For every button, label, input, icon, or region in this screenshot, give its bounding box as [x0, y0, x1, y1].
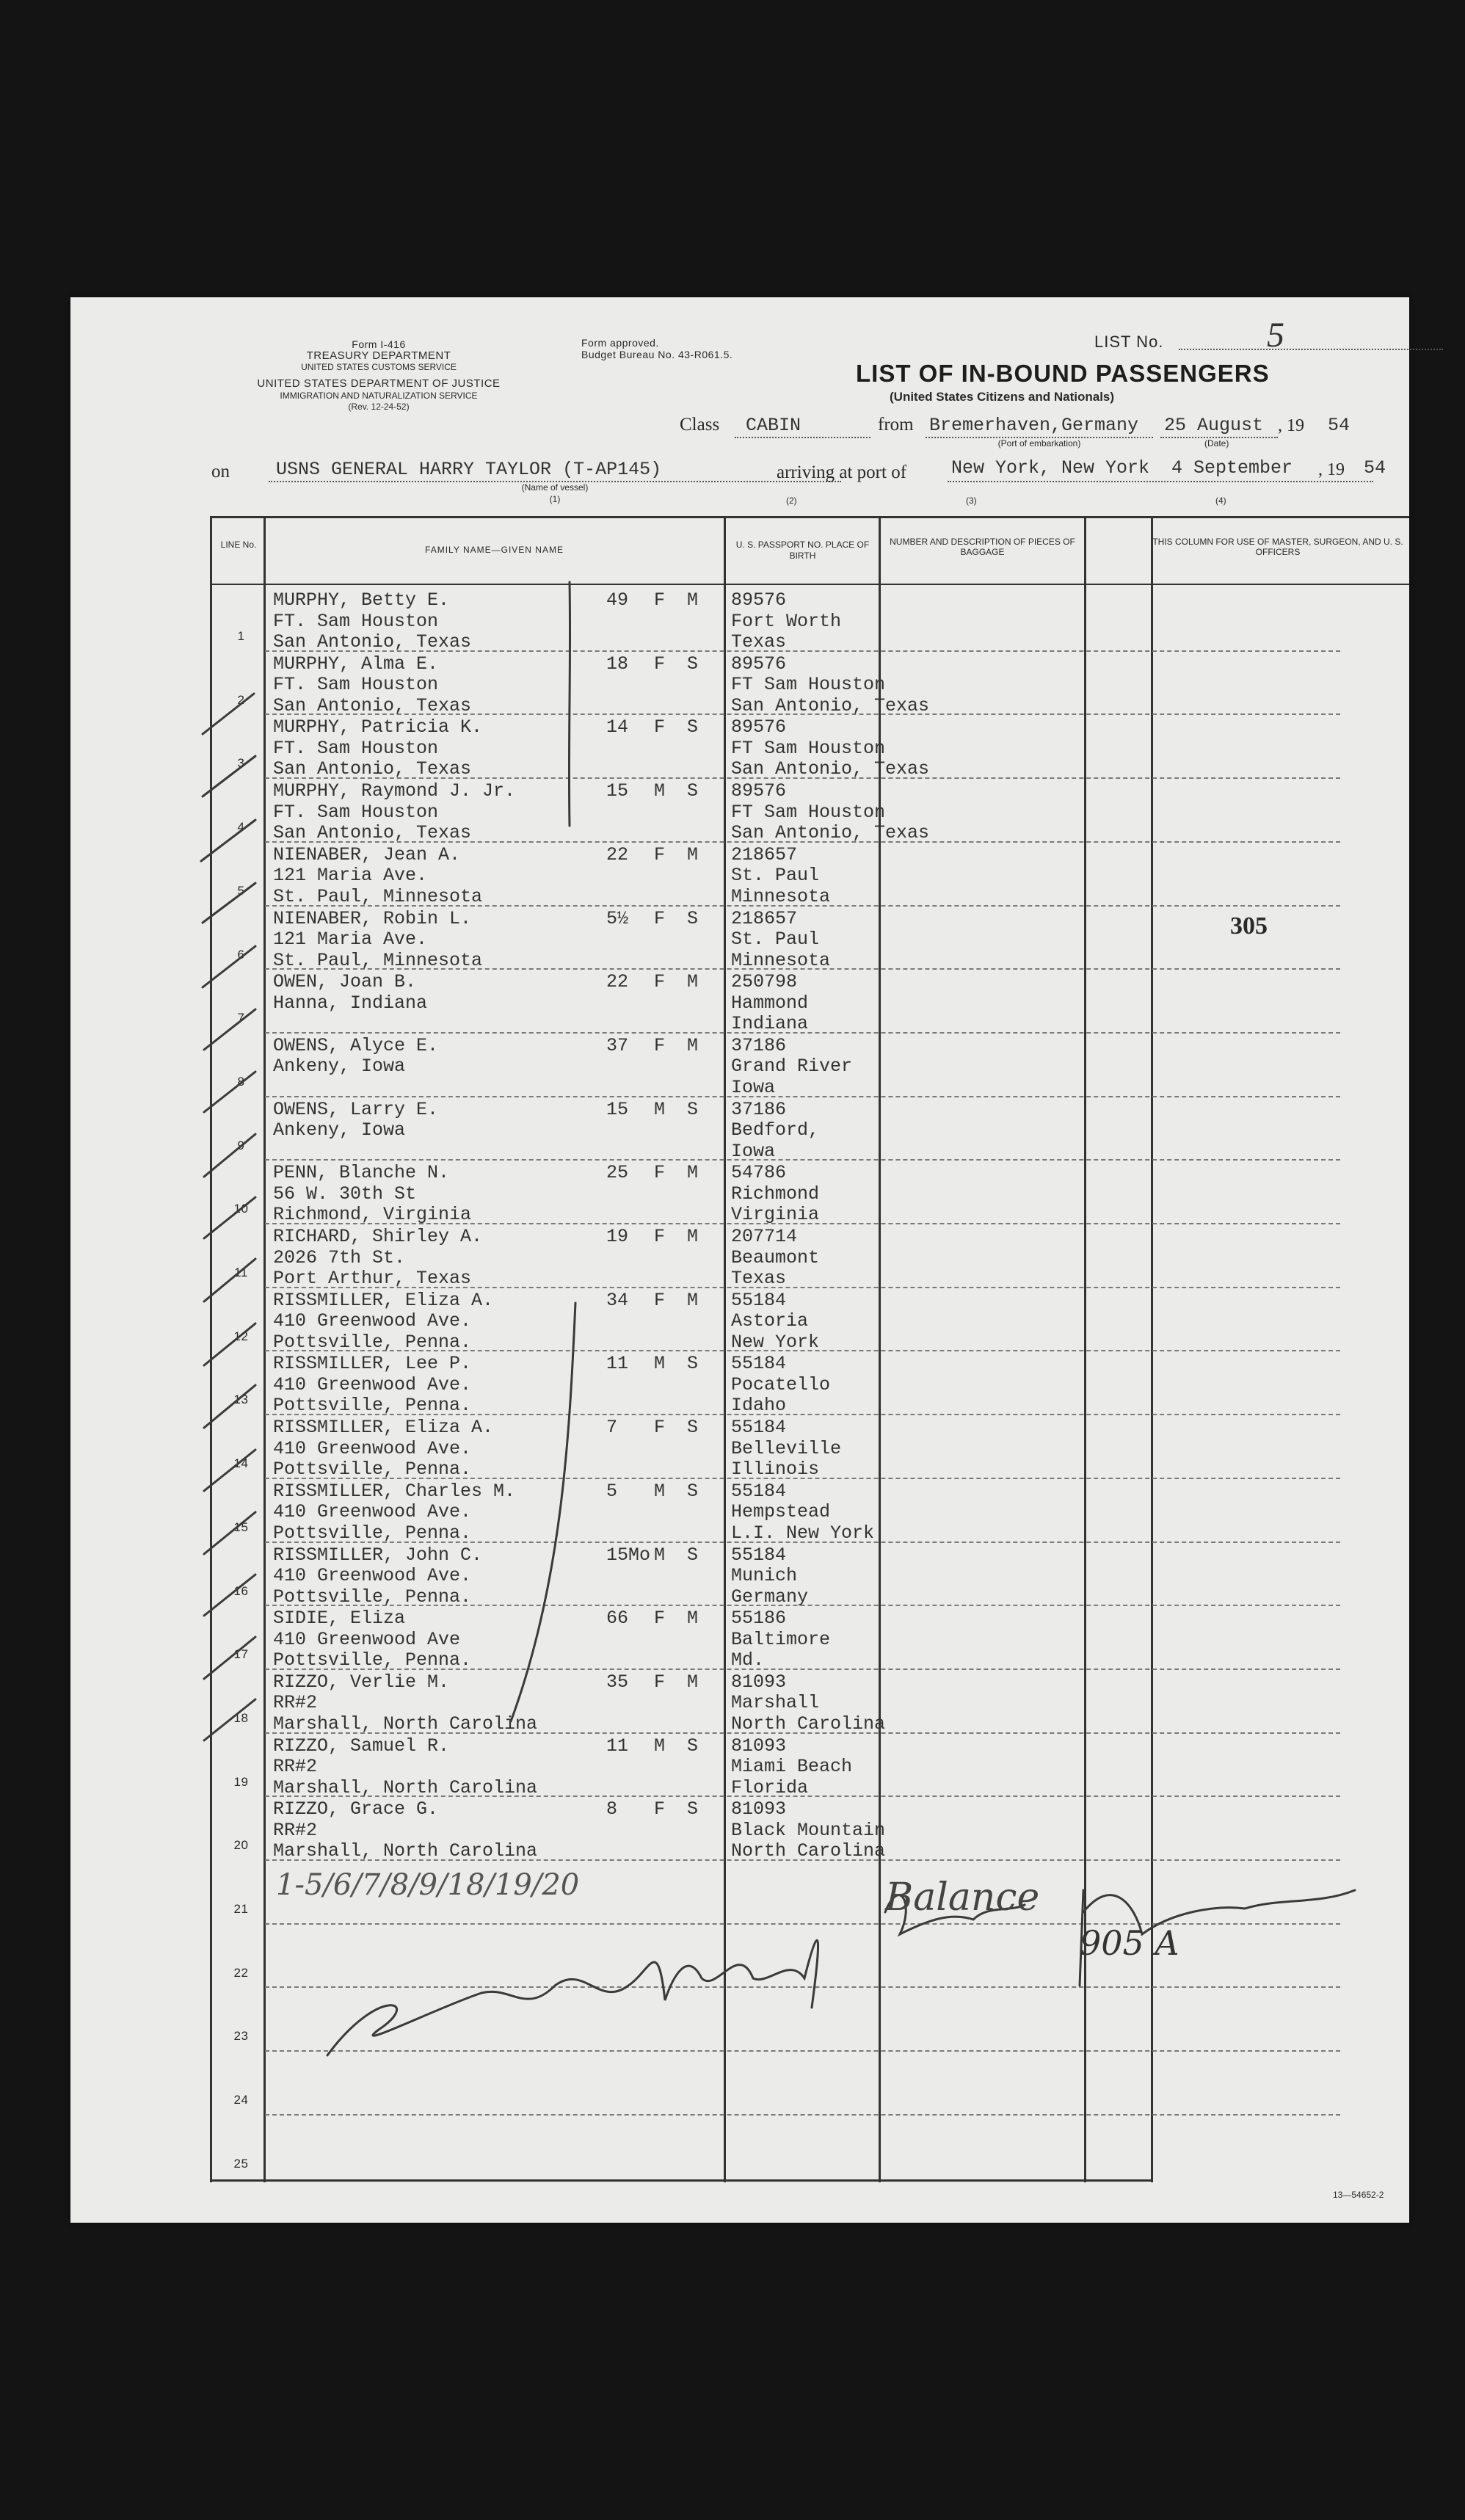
passenger-addr1: RR#2 [273, 1756, 318, 1778]
passenger-passport: 55184 [731, 1480, 787, 1502]
class-label: Class [680, 415, 720, 435]
passenger-age: 7 [606, 1417, 618, 1439]
passenger-age: 35 [606, 1671, 629, 1693]
passenger-sex: M [654, 1735, 666, 1757]
passenger-addr2: San Antonio, Texas [273, 822, 472, 844]
dept-treasury: TREASURY DEPARTMENT [306, 349, 451, 362]
dept-ins: IMMIGRATION AND NATURALIZATION SERVICE [280, 391, 478, 401]
passenger-addr2: Pottsville, Penna. [273, 1331, 472, 1353]
passenger-name: MURPHY, Raymond J. Jr. [273, 780, 516, 802]
passenger-passport: 55184 [731, 1289, 787, 1311]
list-no-value: 5 [1267, 316, 1284, 355]
passenger-passport: 218657 [731, 907, 798, 929]
passenger-addr1: 121 Maria Ave. [273, 865, 428, 887]
passenger-passport: 37186 [731, 1098, 787, 1120]
dept-justice: UNITED STATES DEPARTMENT OF JUSTICE [257, 377, 501, 390]
line-number: 22 [233, 1965, 249, 1980]
vessel-name: USNS GENERAL HARRY TAYLOR (T-AP145) [276, 459, 662, 480]
passenger-ms: M [687, 1034, 699, 1056]
passenger-addr1: 410 Greenwood Ave. [273, 1373, 472, 1395]
passenger-addr1: 410 Greenwood Ave. [273, 1501, 472, 1523]
passenger-addr2: St. Paul, Minnesota [273, 949, 483, 971]
passenger-sex: F [654, 589, 666, 611]
row-divider [265, 1159, 1340, 1161]
passenger-birth1: Baltimore [731, 1628, 831, 1650]
passenger-age: 8 [606, 1798, 618, 1820]
passenger-passport: 81093 [731, 1798, 787, 1820]
passenger-birth2: Texas [731, 631, 787, 653]
passenger-birth2: Indiana [731, 1013, 809, 1035]
header-bottom [210, 584, 1409, 585]
dept-customs: UNITED STATES CUSTOMS SERVICE [301, 362, 457, 372]
passenger-sex: F [654, 843, 666, 865]
passenger-ms: S [687, 1417, 699, 1439]
passenger-birth2: Iowa [731, 1140, 776, 1162]
passenger-addr2: Richmond, Virginia [273, 1204, 472, 1226]
passenger-birth2: Germany [731, 1586, 809, 1608]
passenger-addr1: 56 W. 30th St [273, 1183, 417, 1205]
passenger-birth2: Minnesota [731, 949, 831, 971]
passenger-ms: S [687, 1798, 699, 1820]
passenger-birth2: Virginia [731, 1204, 820, 1226]
passenger-birth2: Md. [731, 1649, 765, 1671]
passenger-ms: S [687, 653, 699, 675]
row-divider [265, 1986, 1340, 1988]
passenger-age: 5 [606, 1480, 618, 1502]
embarkation-year: 54 [1328, 415, 1351, 436]
passenger-name: MURPHY, Patricia K. [273, 716, 483, 738]
passenger-birth2: Minnesota [731, 885, 831, 907]
arrival-sep: , 19 [1318, 460, 1345, 479]
line-number: 1 [237, 629, 245, 643]
passenger-name: RIZZO, Verlie M. [273, 1671, 450, 1693]
date-sep: , 19 [1278, 416, 1304, 435]
header-name: FAMILY NAME—GIVEN NAME [425, 545, 564, 555]
passenger-addr1: 410 Greenwood Ave [273, 1628, 461, 1650]
passenger-age: 66 [606, 1608, 629, 1630]
passenger-birth1: FT Sam Houston [731, 737, 886, 759]
line-number: 13 [233, 1392, 249, 1407]
embarkation-date: 25 August [1164, 415, 1264, 436]
passenger-sex: M [654, 1544, 666, 1566]
passenger-birth2: San Antonio, Texas [731, 822, 930, 844]
passenger-ms: M [687, 589, 699, 611]
passenger-passport: 89576 [731, 653, 787, 675]
passenger-age: 15 [606, 1098, 629, 1120]
passenger-sex: F [654, 1608, 666, 1630]
line-number: 4 [237, 820, 245, 835]
arrival-year: 54 [1364, 457, 1386, 479]
passenger-passport: 89576 [731, 780, 787, 802]
passenger-age: 18 [606, 653, 629, 675]
passenger-addr1: FT. Sam Houston [273, 801, 439, 823]
passenger-birth1: Astoria [731, 1310, 809, 1332]
line-number: 18 [233, 1710, 249, 1725]
passenger-birth1: St. Paul [731, 865, 820, 887]
passenger-sex: M [654, 1098, 666, 1120]
passenger-addr2: Pottsville, Penna. [273, 1586, 472, 1608]
passenger-addr1: RR#2 [273, 1819, 318, 1841]
passenger-name: RISSMILLER, John C. [273, 1544, 483, 1566]
line-number: 6 [237, 947, 245, 962]
passenger-birth1: Bedford, [731, 1119, 820, 1141]
passenger-addr2: St. Paul, Minnesota [273, 885, 483, 907]
from-label: from [878, 415, 914, 435]
handwritten-line-refs: 1-5/6/7/8/9/18/19/20 [276, 1868, 580, 1902]
row-divider [265, 2050, 1340, 2052]
passenger-addr2: Marshall, North Carolina [273, 1713, 538, 1735]
passenger-birth1: Hammond [731, 992, 809, 1014]
passenger-passport: 207714 [731, 1226, 798, 1247]
passenger-sex: F [654, 1034, 666, 1056]
passenger-age: 49 [606, 589, 629, 611]
class-line [735, 437, 870, 438]
passenger-birth2: Idaho [731, 1395, 787, 1417]
passenger-age: 37 [606, 1034, 629, 1056]
row-divider [265, 1096, 1340, 1097]
col-num-4: (4) [1215, 495, 1226, 506]
header-officers: THIS COLUMN FOR USE OF MASTER, SURGEON, AND U. S. OFFICERS [1152, 537, 1403, 557]
passenger-birth1: Munich [731, 1565, 798, 1586]
passenger-name: OWENS, Alyce E. [273, 1034, 439, 1056]
passenger-age: 11 [606, 1353, 629, 1375]
passenger-addr2: Marshall, North Carolina [273, 1840, 538, 1862]
passenger-name: SIDIE, Eliza [273, 1608, 406, 1630]
passenger-addr1: FT. Sam Houston [273, 610, 439, 632]
table-top [210, 516, 1409, 518]
header-baggage: NUMBER AND DESCRIPTION OF PIECES OF BAGGAGE [890, 537, 1075, 557]
passenger-addr2: Pottsville, Penna. [273, 1522, 472, 1544]
passenger-addr1: 410 Greenwood Ave. [273, 1565, 472, 1586]
passenger-addr1: 2026 7th St. [273, 1246, 406, 1268]
passenger-birth2: North Carolina [731, 1840, 886, 1862]
port-caption: (Port of embarkation) [997, 438, 1081, 449]
line-number: 7 [237, 1011, 245, 1025]
embarkation-port: Bremerhaven,Germany [929, 415, 1139, 436]
footer-code: 13—54652-2 [1333, 2190, 1384, 2200]
table-left-border [210, 516, 212, 2182]
passenger-sex: M [654, 780, 666, 802]
passenger-age: 22 [606, 971, 629, 993]
bracket-murphy [569, 582, 570, 826]
passenger-ms: S [687, 1353, 699, 1375]
passenger-age: 15 [606, 780, 629, 802]
form-revision: (Rev. 12-24-52) [348, 402, 410, 412]
line-number: 5 [237, 883, 245, 898]
passenger-name: PENN, Blanche N. [273, 1162, 450, 1184]
line-number: 9 [237, 1138, 245, 1152]
line-number: 10 [233, 1202, 249, 1216]
line-number: 23 [233, 2029, 249, 2044]
passenger-name: RICHARD, Shirley A. [273, 1226, 483, 1247]
passenger-birth2: North Carolina [731, 1713, 886, 1735]
passenger-age: 5½ [606, 907, 629, 929]
passenger-ms: M [687, 1671, 699, 1693]
bracket-rissmiller [511, 1303, 575, 1721]
passenger-addr1: Hanna, Indiana [273, 992, 428, 1014]
passenger-addr2: San Antonio, Texas [273, 631, 472, 653]
passenger-birth1: Beaumont [731, 1246, 820, 1268]
list-no-line [1179, 349, 1443, 350]
line-number: 24 [233, 2093, 249, 2107]
class-value: CABIN [746, 415, 801, 436]
form-number: Form I-416 [352, 338, 406, 350]
passenger-passport: 81093 [731, 1735, 787, 1757]
header-line-no: LINE No. [220, 540, 257, 550]
passenger-birth2: Florida [731, 1776, 809, 1798]
passenger-name: OWEN, Joan B. [273, 971, 417, 993]
line-number: 19 [233, 1774, 249, 1789]
passenger-name: MURPHY, Betty E. [273, 589, 450, 611]
passenger-age: 22 [606, 843, 629, 865]
on-label: on [211, 462, 230, 482]
passenger-addr2: San Antonio, Texas [273, 758, 472, 780]
passenger-passport: 55184 [731, 1417, 787, 1439]
col-num-3: (3) [966, 495, 977, 506]
passenger-sex: F [654, 1162, 666, 1184]
passenger-addr1: Ankeny, Iowa [273, 1119, 406, 1141]
passenger-passport: 55184 [731, 1544, 787, 1566]
passenger-passport: 54786 [731, 1162, 787, 1184]
passenger-ms: S [687, 1544, 699, 1566]
passenger-birth2: San Antonio, Texas [731, 694, 930, 716]
row-divider [265, 2114, 1340, 2116]
passenger-sex: M [654, 1353, 666, 1375]
page-title: LIST OF IN-BOUND PASSENGERS [856, 360, 1270, 387]
passenger-name: RISSMILLER, Charles M. [273, 1480, 516, 1502]
passenger-birth1: FT Sam Houston [731, 801, 886, 823]
table-bottom [210, 2179, 1153, 2182]
arriving-label: arriving at port of [777, 462, 907, 482]
passenger-birth1: Belleville [731, 1437, 842, 1459]
vessel-caption: (Name of vessel) [521, 482, 589, 493]
line-number: 2 [237, 692, 245, 707]
line-col-border [263, 516, 266, 2182]
signature-scribble [327, 1940, 818, 2055]
passenger-age: 14 [606, 716, 629, 738]
passenger-name: RIZZO, Grace G. [273, 1798, 439, 1820]
passenger-birth1: St. Paul [731, 929, 820, 950]
passenger-name: MURPHY, Alma E. [273, 653, 439, 675]
passenger-sex: F [654, 1671, 666, 1693]
line-number: 12 [233, 1329, 249, 1343]
col-num-2: (2) [786, 495, 797, 506]
passenger-ms: S [687, 716, 699, 738]
passenger-passport: 81093 [731, 1671, 787, 1693]
line-number: 16 [233, 1583, 249, 1598]
passenger-birth1: Richmond [731, 1183, 820, 1205]
officer-number: 305 [1230, 912, 1268, 940]
passenger-addr1: FT. Sam Houston [273, 674, 439, 696]
passenger-name: NIENABER, Jean A. [273, 843, 461, 865]
passenger-addr1: FT. Sam Houston [273, 737, 439, 759]
passenger-passport: 218657 [731, 843, 798, 865]
passenger-passport: 250798 [731, 971, 798, 993]
handwritten-balance: Balance [885, 1876, 1040, 1920]
date-caption: (Date) [1204, 438, 1229, 449]
passenger-sex: F [654, 907, 666, 929]
passenger-name: RIZZO, Samuel R. [273, 1735, 450, 1757]
line-number: 15 [233, 1519, 249, 1534]
passenger-birth1: Pocatello [731, 1373, 831, 1395]
passenger-birth1: Miami Beach [731, 1756, 853, 1778]
passenger-name: NIENABER, Robin L. [273, 907, 472, 929]
passenger-passport: 37186 [731, 1034, 787, 1056]
passenger-age: 11 [606, 1735, 629, 1757]
header-passport: U. S. PASSPORT NO. PLACE OF BIRTH [735, 540, 870, 561]
form-approved: Form approved. [581, 337, 659, 349]
passenger-sex: F [654, 653, 666, 675]
passenger-birth2: Iowa [731, 1076, 776, 1098]
passenger-addr2: Port Arthur, Texas [273, 1268, 472, 1289]
passenger-addr2: Pottsville, Penna. [273, 1459, 472, 1481]
passenger-addr1: 121 Maria Ave. [273, 929, 428, 950]
passenger-ms: S [687, 1098, 699, 1120]
passenger-age: 19 [606, 1226, 629, 1247]
passenger-birth1: Marshall [731, 1692, 820, 1714]
passenger-addr1: 410 Greenwood Ave. [273, 1310, 472, 1332]
passenger-ms: S [687, 780, 699, 802]
line-number: 3 [237, 756, 245, 771]
list-no-label: LIST No. [1094, 333, 1164, 351]
page-subtitle: (United States Citizens and Nationals) [890, 390, 1115, 404]
handwritten-code: 905 A [1080, 1923, 1179, 1963]
passenger-addr1: RR#2 [273, 1692, 318, 1714]
name-col-border [724, 516, 726, 2182]
line-number: 17 [233, 1647, 249, 1662]
passenger-addr2: San Antonio, Texas [273, 694, 472, 716]
line-number: 11 [234, 1266, 248, 1279]
arrival-port: New York, New York [951, 457, 1150, 479]
passenger-ms: M [687, 1289, 699, 1311]
passenger-passport: 89576 [731, 589, 787, 611]
line-number: 14 [233, 1456, 249, 1471]
passenger-age: 25 [606, 1162, 629, 1184]
arrival-date: 4 September [1171, 457, 1293, 479]
passenger-ms: M [687, 843, 699, 865]
line-number: 25 [233, 2156, 249, 2171]
passenger-manifest-page [70, 297, 1409, 2223]
passenger-age: 15Mo [606, 1544, 651, 1566]
passenger-ms: M [687, 971, 699, 993]
passenger-addr2: Pottsville, Penna. [273, 1395, 472, 1417]
passenger-passport: 89576 [731, 716, 787, 738]
passenger-birth1: Hempstead [731, 1501, 831, 1523]
passenger-name: RISSMILLER, Eliza A. [273, 1289, 494, 1311]
passenger-birth2: Texas [731, 1268, 787, 1289]
budget-bureau: Budget Bureau No. 43-R061.5. [581, 349, 733, 360]
passenger-sex: F [654, 1798, 666, 1820]
passenger-passport: 55186 [731, 1608, 787, 1630]
passenger-birth2: Illinois [731, 1459, 820, 1481]
passenger-addr1: Ankeny, Iowa [273, 1056, 406, 1078]
passenger-birth2: L.I. New York [731, 1522, 875, 1544]
passenger-sex: F [654, 971, 666, 993]
passenger-sex: M [654, 1480, 666, 1502]
passenger-addr2: Marshall, North Carolina [273, 1776, 538, 1798]
passenger-ms: S [687, 1480, 699, 1502]
vessel-col-num: (1) [549, 494, 561, 504]
passenger-name: RISSMILLER, Lee P. [273, 1353, 472, 1375]
passenger-ms: M [687, 1226, 699, 1247]
passenger-passport: 55184 [731, 1353, 787, 1375]
passenger-ms: S [687, 1735, 699, 1757]
passenger-birth2: New York [731, 1331, 820, 1353]
passenger-age: 34 [606, 1289, 629, 1311]
passenger-birth1: Fort Worth [731, 610, 842, 632]
line-number: 8 [237, 1074, 245, 1089]
arrival-line [948, 481, 1373, 482]
passenger-name: RISSMILLER, Eliza A. [273, 1417, 494, 1439]
passenger-addr1: 410 Greenwood Ave. [273, 1437, 472, 1459]
passenger-name: OWENS, Larry E. [273, 1098, 439, 1120]
line-number: 21 [233, 1902, 249, 1916]
passenger-sex: F [654, 1417, 666, 1439]
line-number: 20 [233, 1838, 249, 1853]
passenger-sex: F [654, 1226, 666, 1247]
passenger-addr2: Pottsville, Penna. [273, 1649, 472, 1671]
passenger-ms: M [687, 1608, 699, 1630]
passenger-ms: M [687, 1162, 699, 1184]
passenger-ms: S [687, 907, 699, 929]
passenger-birth1: Black Mountain [731, 1819, 886, 1841]
passenger-birth2: San Antonio, Texas [731, 758, 930, 780]
passenger-birth1: FT Sam Houston [731, 674, 886, 696]
passenger-sex: F [654, 1289, 666, 1311]
passenger-birth1: Grand River [731, 1056, 853, 1078]
passenger-sex: F [654, 716, 666, 738]
